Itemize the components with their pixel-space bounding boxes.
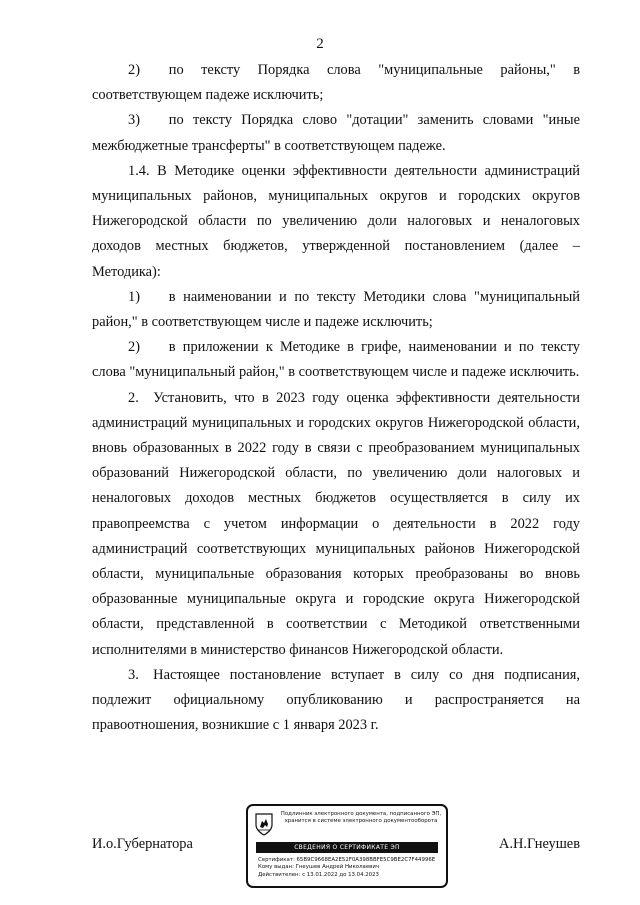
stamp-validity: Действителен: с 13.01.2022 до 13.04.2023 [258,871,379,878]
paragraph-section-2: 2. Установить, что в 2023 году оценка эффективности деятельности администраций муниципальных и городских округов Нижегородской области, вновь образованных в 2022 году в связи с преобразованием муниципальных образований Нижегородской области, по увеличению доли налоговых и неналоговых доходов местных бюджетов осуществляется в силу их правопреемства с учетом информации о деятельности в 2022 году администраций соответствующих муниципальных районов Нижегородской области, муниципальные образования которых преобразованы во вновь образованные муниципальные округа и городские округа Нижегородской области, представленной в соответствии с Методикой ответственными исполнителями в министерство финансов Нижегородской области. [92,389,580,658]
stamp-header: СВЕДЕНИЯ О СЕРТИФИКАТЕ ЭП [256,842,438,853]
paragraph-section-1-4: 1.4. В Методике оценки эффективности деятельности администраций муниципальных районов, муниципальных округов и городских округов Нижегородской области по увеличению доли налоговых и неналоговых доходов местных бюджетов, утвержденной постановлением (далее – Методика): [92,162,580,280]
paragraph-subitem-2: 2) в приложении к Методике в грифе, наименовании и по тексту слова "муниципальный район," в соответствующем числе и падеже исключить. [92,339,580,381]
stamp-issued-to: Кому выдан: Гнеушев Андрей Николаевич [258,864,380,871]
paragraph-subitem-1: 1) в наименовании и по тексту Методики слова "муниципальный район," в соответствующем числе и падеже исключить; [92,288,580,331]
paragraph-item-3: 3) по тексту Порядка слово "дотации" заменить словами "иные межбюджетные трансферты" в соответствующем падеже. [92,112,580,154]
stamp-note: Подлинник электронного документа, подписанного ЭП, хранится в системе электронного документооборота [280,811,442,824]
page-number: 2 [316,36,324,52]
signature-position: И.о.Губернатора [92,836,193,852]
stamp-details [258,857,442,879]
document-body [92,58,580,738]
paragraph-section-3: 3. Настоящее постановление вступает в силу со дня подписания, подлежит официальному опубликованию и распространяется на правоотношения, возникшие с 1 января 2023 г. [92,666,580,734]
signature-name: А.Н.Гнеушев [499,836,580,852]
electronic-signature-stamp [246,804,448,888]
stamp-certificate: Сертификат: 65B9C9668EA2E52F0A398BBFE5C9BE2C7F44996E [258,857,436,863]
paragraph-item-2: 2) по тексту Порядка слова "муниципальные районы," в соответствующем падеже исключить; [92,62,580,104]
coat-of-arms-icon [254,812,274,836]
